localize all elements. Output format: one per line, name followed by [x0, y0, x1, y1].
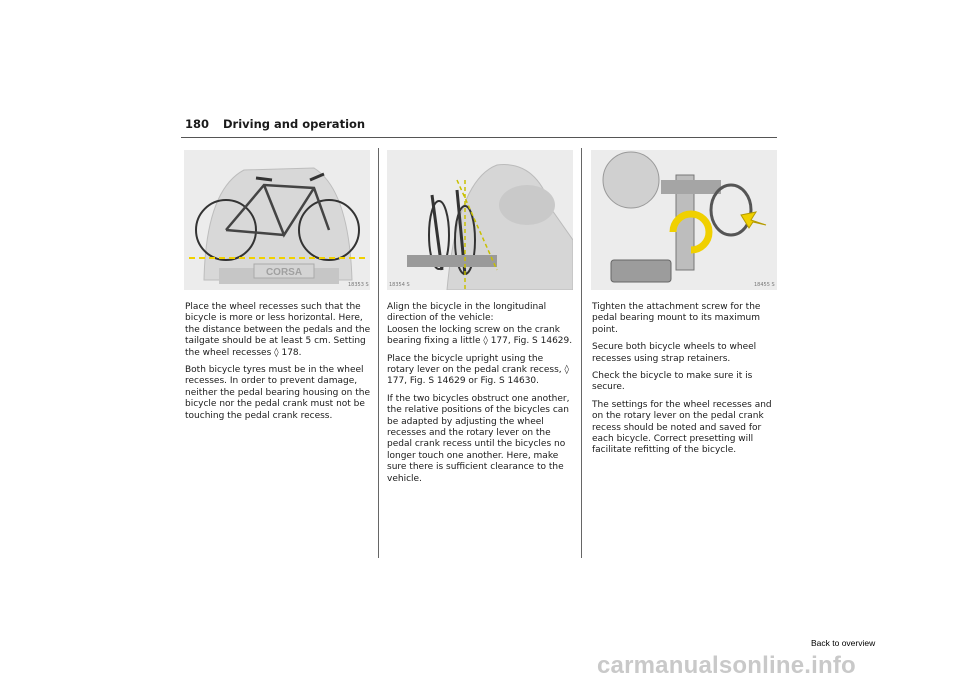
text-column-1: [185, 302, 371, 428]
col3-paragraph-1: Tighten the attachment screw for the pedal bearing mount to its maximum point.: [592, 302, 761, 335]
col3-paragraph-2: Secure both bicycle wheels to wheel recesses using strap retainers.: [592, 342, 757, 364]
cross-reference-icon: ◊: [564, 365, 569, 376]
watermark: carmanualsonline.info: [597, 652, 856, 679]
col1-ref-link[interactable]: 178.: [281, 347, 302, 358]
col2-paragraph-2: Place the bicycle upright using the rotary lever on the pedal crank recess, ◊ 177, Fig. S 14629 or Fig. S 14630.: [387, 353, 569, 387]
figure-code-1: 18353 S: [348, 282, 369, 288]
col3-paragraph-4: The settings for the wheel recesses and on the rotary lever on the pedal crank recess should be noted and saved for each bicycle. Correct presetting will facilitate refitting of the bicycle.: [592, 399, 772, 456]
col2-ref-link-1[interactable]: 177, Fig. S 14629.: [490, 336, 573, 347]
col1-paragraph-2: Both bicycle tyres must be in the wheel recesses. In order to prevent damage, neither the pedal bearing housing on the bicycle nor the pedal crank must not be touching the pedal crank recess.: [185, 365, 371, 421]
section-title: Driving and operation: [223, 117, 366, 131]
column-divider-2: [581, 148, 582, 558]
cross-reference-icon: ◊: [274, 347, 279, 358]
figure-pedal-crank-recess: [591, 150, 777, 290]
text-column-3: [592, 302, 778, 463]
cross-reference-icon: ◊: [483, 336, 488, 347]
col2-paragraph-3: If the two bicycles obstruct one another, the relative positions of the bicycles can be adapted by adjusting the wheel recesses and the rotary lever on the pedal crank recess until the bicycles no longer touch one another. Here, make sure there is sufficient clearance to the vehicle.: [387, 393, 570, 484]
col3-paragraph-3: Check the bicycle to make sure it is secure.: [592, 371, 753, 393]
col2-paragraph-1: Align the bicycle in the longitudinal direction of the vehicle: Loosen the locking screw on the crank bearing fixing a little ◊ 177, Fig. S 14629.: [387, 302, 573, 347]
figure-bike-alignment: [387, 150, 573, 290]
figure-code-3: 18455 S: [754, 282, 775, 288]
col1-paragraph-1: Place the wheel recesses such that the bicycle is more or less horizontal. Here, the distance between the pedals and the tailgate should be at least 5 cm. Setting the wheel recesses ◊ 178.: [185, 302, 371, 358]
pedal-crank-illustration: [591, 150, 777, 290]
header-rule: [181, 137, 777, 138]
bike-carrier-illustration: [184, 150, 370, 290]
col2-ref-link-2[interactable]: 177, Fig. S 14629 or Fig. S 14630.: [387, 376, 540, 387]
text-column-2: [387, 302, 573, 491]
bike-alignment-illustration: [387, 150, 573, 290]
back-to-overview-link[interactable]: Back to overview: [811, 638, 876, 648]
page-number: 180: [185, 117, 210, 131]
page-header: [185, 117, 365, 131]
figure-bike-carrier-rear: [184, 150, 370, 290]
plate-text: CORSA: [265, 267, 303, 278]
column-divider-1: [378, 148, 379, 558]
figure-code-2: 18354 S: [389, 282, 410, 288]
